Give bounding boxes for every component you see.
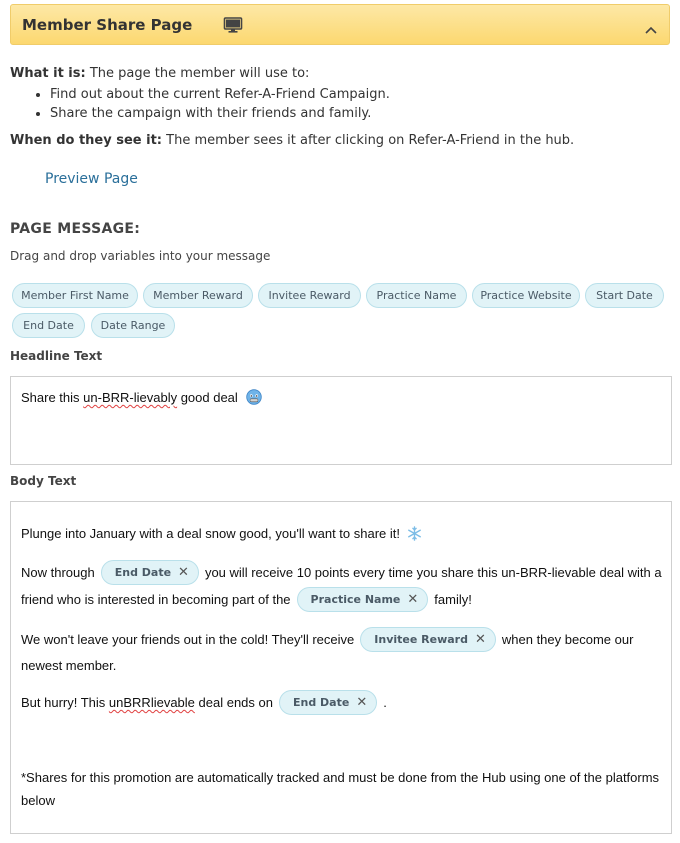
variable-chip-practice-website[interactable]: Practice Website bbox=[472, 283, 580, 308]
body-paragraph-3-line-1 bbox=[21, 627, 633, 652]
member-share-page-accordion-header[interactable] bbox=[10, 4, 670, 45]
headline-misspelled-word: un-BRR-lievably bbox=[83, 390, 178, 405]
bullet-item: • Share the campaign with their friends and family. bbox=[50, 104, 670, 123]
headline-text-label: Headline Text bbox=[10, 349, 103, 363]
body-p5-text-a: *Shares for this promotion are automatically tracked and must be done from the Hub using one of the platforms bbox=[21, 770, 660, 785]
preview-page-link[interactable]: Preview Page bbox=[45, 171, 138, 187]
variable-chip-date-range[interactable]: Date Range bbox=[91, 313, 175, 338]
variable-chip-member-reward[interactable]: Member Reward bbox=[143, 283, 253, 308]
chip-label: End Date bbox=[114, 566, 172, 579]
body-p2-text-b: you will receive 10 points every time you share this un-BRR-lievable deal with a bbox=[204, 565, 662, 580]
variable-chip-practice-name[interactable]: Practice Name bbox=[366, 283, 467, 308]
body-p3-text-b: when they become our bbox=[501, 632, 634, 647]
inserted-variable-end-date-2[interactable] bbox=[279, 690, 377, 715]
remove-variable-close-icon[interactable]: ✕ bbox=[356, 695, 368, 710]
body-p2-text-d: family! bbox=[434, 592, 472, 607]
body-p3-text-a: We won't leave your friends out in the cold! They'll receive bbox=[21, 632, 355, 647]
body-text-label: Body Text bbox=[10, 474, 77, 488]
variable-chip-member-first-name[interactable]: Member First Name bbox=[12, 283, 138, 308]
remove-variable-close-icon[interactable]: ✕ bbox=[407, 592, 419, 607]
variable-chip-start-date[interactable]: Start Date bbox=[585, 283, 664, 308]
chip-label: Invitee Reward bbox=[374, 633, 468, 646]
body-paragraph-2-line-1 bbox=[21, 560, 662, 585]
what-text: The page the member will use to: bbox=[85, 66, 310, 81]
body-p2-text-a: Now through bbox=[21, 565, 95, 580]
body-p1-text: Plunge into January with a deal snow good, you'll want to share it! bbox=[21, 526, 400, 541]
body-text-input[interactable] bbox=[10, 501, 672, 834]
chip-label: End Date bbox=[292, 696, 350, 709]
body-p2-text-c: friend who is interested in becoming part of the bbox=[21, 592, 291, 607]
when-text: The member sees it after clicking on Refer-A-Friend in the hub. bbox=[162, 133, 575, 148]
headline-text-input[interactable] bbox=[10, 376, 672, 465]
headline-text-c: good deal bbox=[177, 390, 238, 405]
intro-when bbox=[10, 133, 574, 148]
body-paragraph-2-line-2 bbox=[21, 587, 472, 612]
body-p4-text-a: But hurry! This bbox=[21, 695, 109, 710]
body-paragraph-5-line-1 bbox=[21, 770, 659, 785]
body-p4-text-b: deal ends on bbox=[194, 695, 273, 710]
monitor-icon bbox=[223, 17, 243, 33]
headline-text-value bbox=[21, 389, 262, 405]
body-paragraph-5-line-2 bbox=[21, 793, 55, 808]
body-misspelled-word: unBRRlievable bbox=[108, 695, 195, 710]
body-p5-text-b: below bbox=[21, 793, 55, 808]
variable-chip-end-date[interactable]: End Date bbox=[12, 313, 85, 338]
when-label: When do they see it: bbox=[10, 133, 163, 148]
body-p3-text-c: newest member. bbox=[21, 658, 117, 673]
variable-chip-invitee-reward[interactable]: Invitee Reward bbox=[258, 283, 361, 308]
remove-variable-close-icon[interactable]: ✕ bbox=[178, 565, 189, 580]
what-label: What it is: bbox=[10, 66, 86, 81]
cold-face-emoji-icon bbox=[246, 389, 262, 405]
inserted-variable-invitee-reward[interactable] bbox=[360, 627, 496, 652]
inserted-variable-end-date[interactable] bbox=[101, 560, 199, 585]
chevron-up-icon[interactable] bbox=[645, 21, 657, 29]
intro-what-it-is bbox=[10, 65, 670, 123]
bullet-item: • Find out about the current Refer-A-Friend Campaign. bbox=[50, 85, 670, 104]
body-paragraph-1 bbox=[21, 526, 422, 541]
inserted-variable-practice-name[interactable] bbox=[297, 587, 429, 612]
body-paragraph-3-line-2 bbox=[21, 658, 116, 673]
accordion-title: Member Share Page bbox=[22, 15, 193, 34]
chip-label: Practice Name bbox=[310, 593, 401, 606]
intro-bullets bbox=[10, 85, 670, 123]
page-message-subtitle: Drag and drop variables into your message bbox=[10, 249, 271, 263]
page-message-title: PAGE MESSAGE: bbox=[10, 221, 141, 237]
remove-variable-close-icon[interactable]: ✕ bbox=[474, 632, 486, 647]
snowflake-icon bbox=[407, 526, 422, 541]
body-p4-text-c: . bbox=[383, 695, 387, 710]
body-paragraph-4 bbox=[21, 690, 387, 715]
headline-text-a: Share this bbox=[21, 390, 84, 405]
